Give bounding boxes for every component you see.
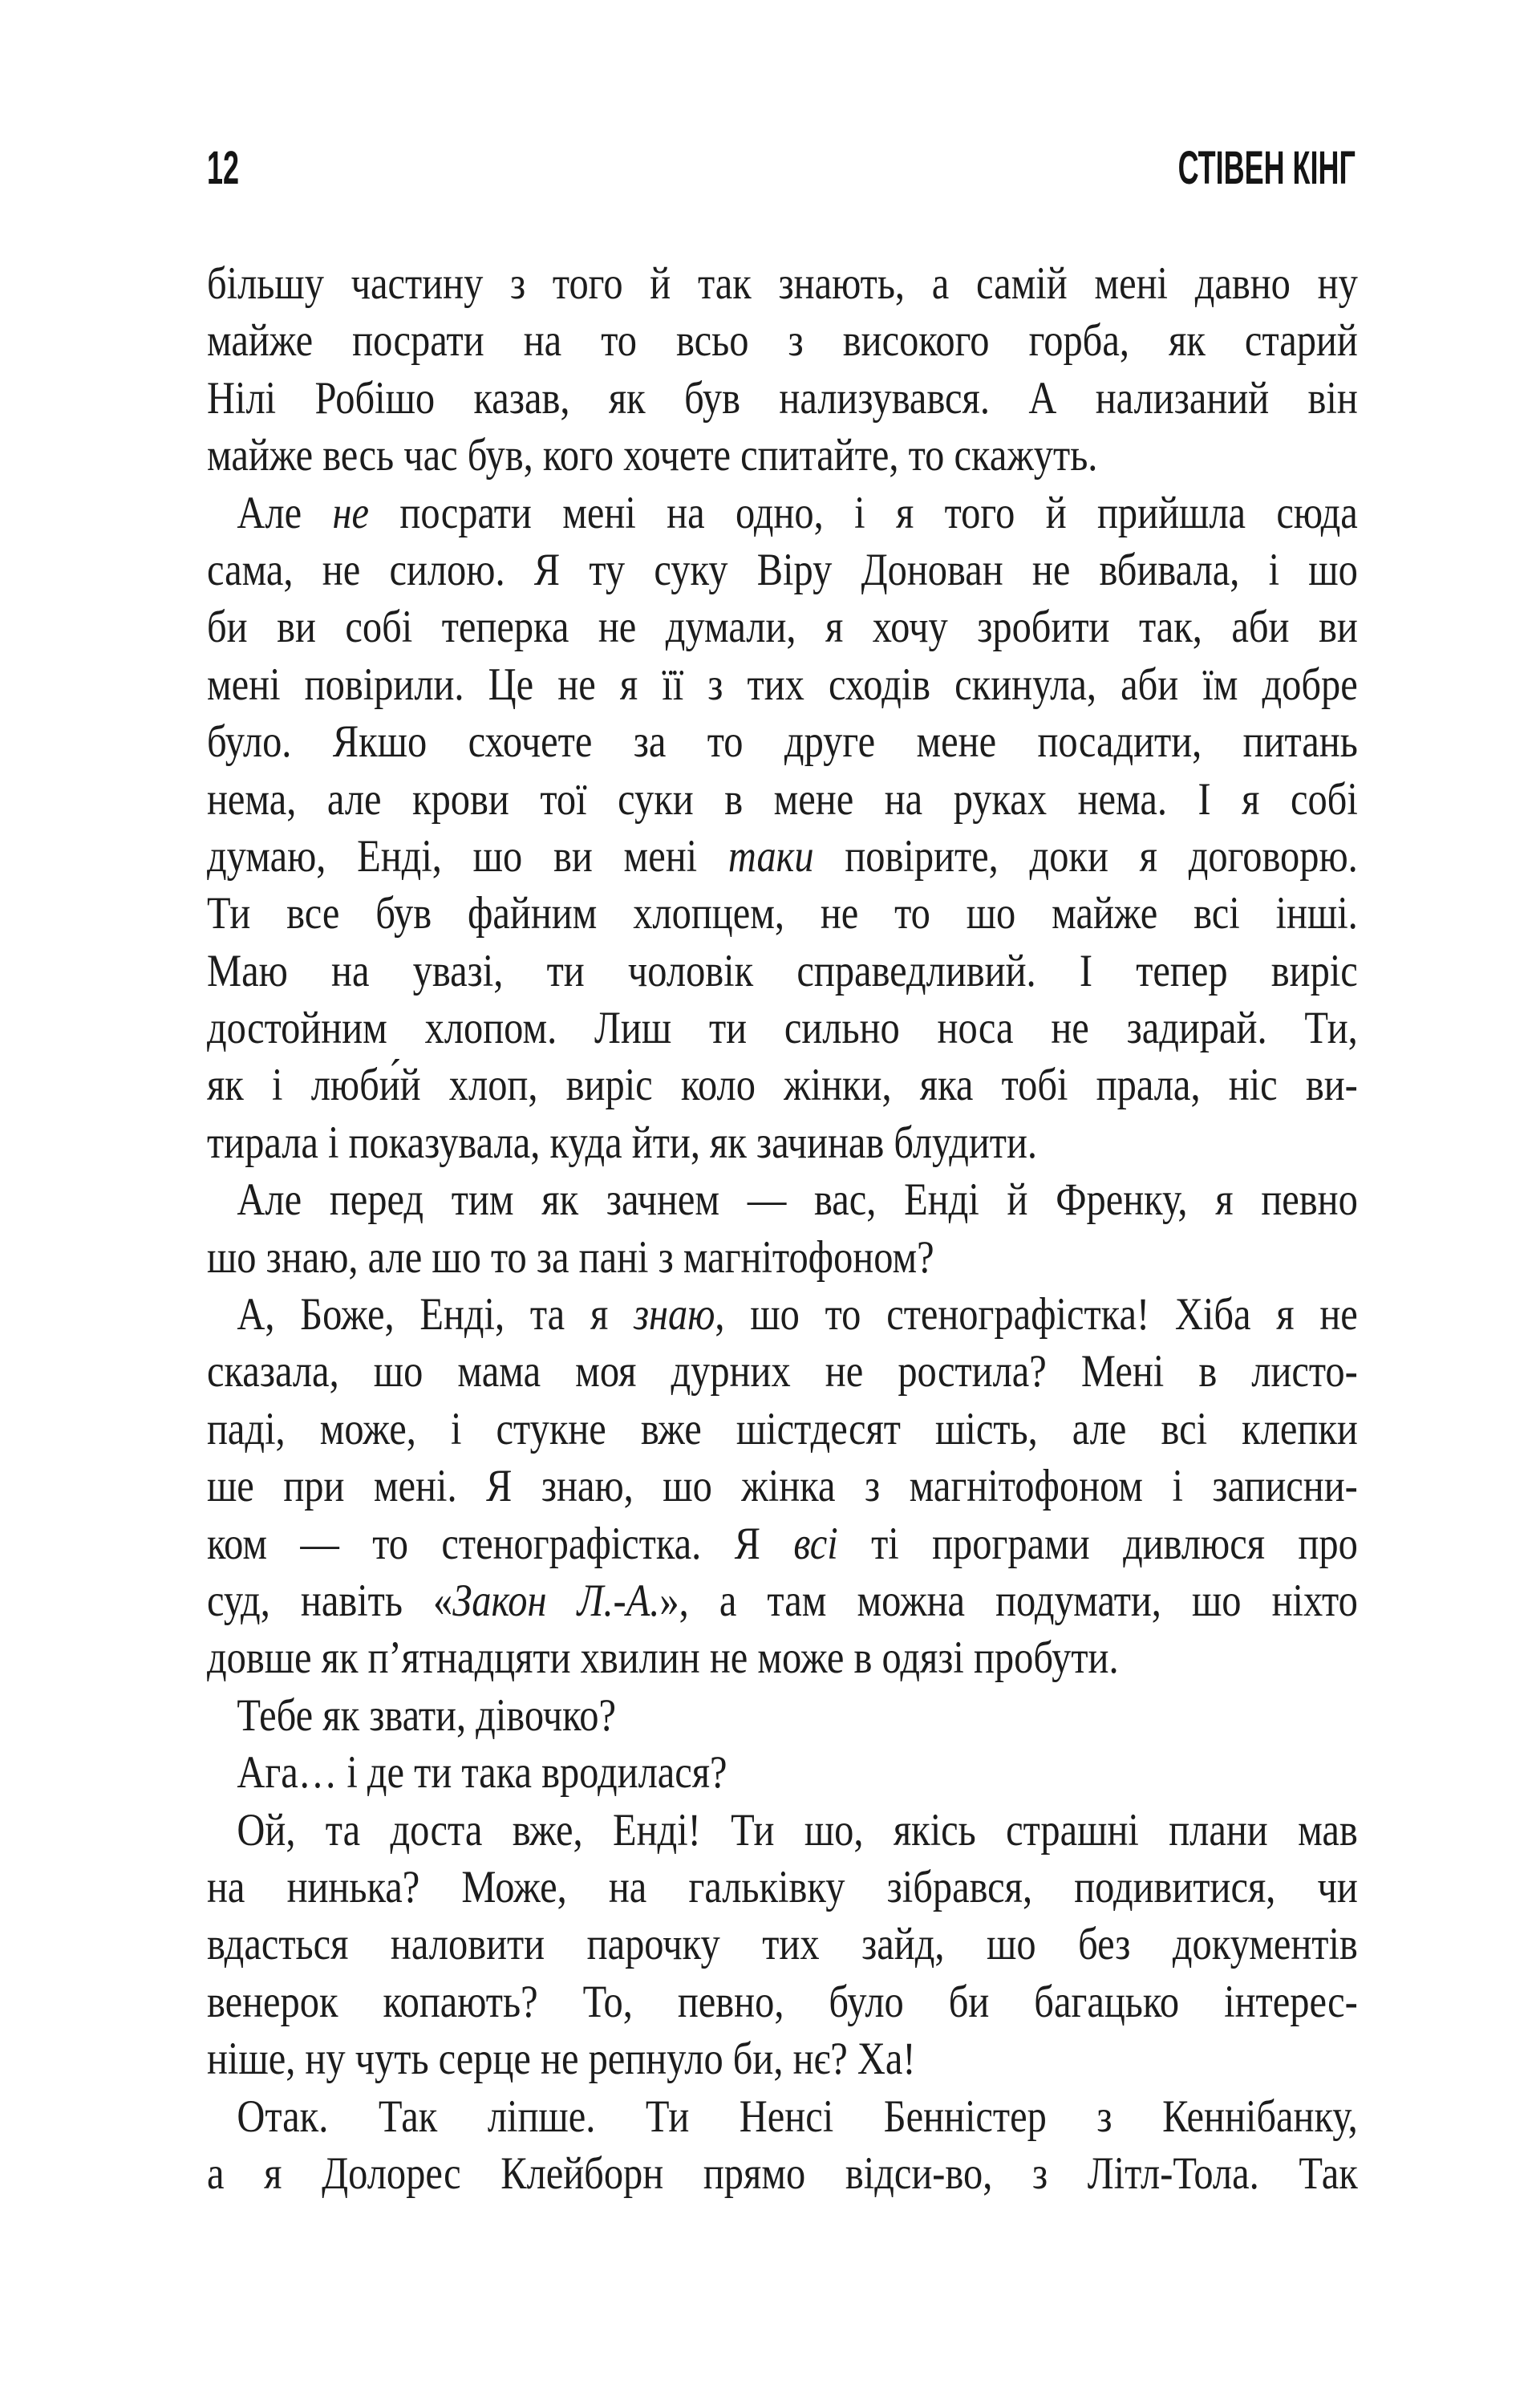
text-segment: посрати мені на одно, і я того й прийшла сюда [369, 487, 1358, 538]
text-line [207, 656, 1358, 713]
text-segment: як і люби́й хлоп, виріс коло жінки, яка тобі прала, ніс ви- [207, 1060, 1358, 1111]
text-line [207, 2088, 1358, 2145]
text-segment: Ага… і де ти така вродилася? [237, 1747, 727, 1799]
text-segment: тирала і показувала, куда йти, як зачинав блудити. [207, 1117, 1038, 1168]
text-segment: », а там можна подумати, шо ніхто [659, 1575, 1358, 1626]
text-segment: ком — то стенографістка. Я [207, 1518, 794, 1569]
text-segment: нема, але крови тої суки в мене на руках нема. І я собі [207, 773, 1358, 825]
text-line [207, 1859, 1358, 1916]
text-segment: Ой, та доста вже, Енді! Ти шо, якісь страшні плани мав [237, 1804, 1358, 1855]
text-line [207, 598, 1358, 655]
paragraph [207, 1286, 1358, 1687]
text-line [207, 1973, 1358, 2030]
text-segment: паді, може, і стукне вже шістдесят шість, але всі клепки [207, 1403, 1358, 1454]
italic-text: всі [793, 1518, 838, 1569]
paragraph [207, 485, 1358, 1172]
text-segment: більшу частину з того й так знають, а самій мені давно ну [207, 258, 1358, 309]
text-line [207, 1229, 1358, 1286]
italic-text: не [332, 487, 370, 538]
text-segment: на нинька? Може, на гальківку зібрався, подивитися, чи [207, 1861, 1358, 1912]
paragraph [207, 2088, 1358, 2203]
text-line [207, 370, 1358, 427]
text-line [207, 541, 1358, 598]
text-line [207, 1286, 1358, 1343]
text-segment: , шо то стенографістка! Хіба я не [715, 1289, 1358, 1340]
italic-text: Закон Л.-А. [452, 1575, 660, 1626]
text-line [207, 1515, 1358, 1572]
running-header-author: СТІВЕН КІНГ [1177, 142, 1356, 194]
text-segment: ше при мені. Я знаю, шо жінка з магнітофоном і записни- [207, 1461, 1358, 1512]
text-segment: а я Долорес Клейборн прямо відси-во, з Літл-Тола. Так [207, 2147, 1358, 2199]
text-segment: А, Боже, Енді, та я [237, 1289, 634, 1340]
text-line [207, 1114, 1358, 1171]
text-line [207, 255, 1358, 312]
text-segment: Ти все був файним хлопцем, не то шо майже всі інші. [207, 888, 1358, 939]
text-segment: Маю на увазі, ти чоловік справедливий. І тепер виріс [207, 945, 1358, 996]
paragraph [207, 1802, 1358, 2088]
paragraph [207, 1687, 1358, 1744]
text-line [207, 1572, 1358, 1629]
text-line [207, 1000, 1358, 1056]
text-line [207, 1056, 1358, 1113]
text-segment: ті програми дивлюся про [837, 1518, 1358, 1569]
text-segment: вдасться наловити парочку тих зайд, шо без документів [207, 1919, 1358, 1970]
text-segment: було. Якшо схочете за то друге мене посадити, питань [207, 716, 1358, 768]
text-line [207, 2145, 1358, 2202]
text-line [207, 312, 1358, 369]
text-segment: Тебе як звати, дівочко? [237, 1689, 616, 1741]
text-line [207, 713, 1358, 770]
text-line [207, 485, 1358, 541]
text-line [207, 1802, 1358, 1859]
text-line [207, 1401, 1358, 1458]
text-segment: суд, навіть « [207, 1575, 453, 1626]
italic-text: таки [727, 830, 814, 882]
text-segment: Але [237, 487, 333, 538]
text-line [207, 771, 1358, 828]
text-line [207, 1171, 1358, 1228]
paragraph [207, 1744, 1358, 1801]
text-line [207, 885, 1358, 942]
text-line [207, 1458, 1358, 1515]
text-segment: сама, не силою. Я ту суку Віру Донован не вбивала, і шо [207, 544, 1358, 595]
text-segment: думаю, Енді, шо ви мені [207, 830, 728, 882]
text-segment: шо знаю, але шо то за пані з магнітофоном? [207, 1231, 934, 1283]
text-segment: довше як п’ятнадцяти хвилин не може в одязі пробути. [207, 1632, 1119, 1684]
page-number: 12 [207, 142, 239, 194]
text-line [207, 943, 1358, 1000]
text-segment: сказала, шо мама моя дурних не ростила? Мені в листо- [207, 1346, 1358, 1397]
text-segment: достойним хлопом. Лиш ти сильно носа не задирай. Ти, [207, 1003, 1358, 1054]
text-line [207, 1629, 1358, 1686]
paragraph [207, 255, 1358, 485]
text-segment: Але перед тим як зачнем — вас, Енді й Френку, я певно [237, 1174, 1358, 1226]
text-line [207, 1343, 1358, 1400]
text-line [207, 1687, 1358, 1744]
text-segment: би ви собі теперка не думали, я хочу зробити так, аби ви [207, 602, 1358, 653]
text-segment: венерок копають? То, певно, було би багацько інтерес- [207, 1976, 1358, 2027]
text-line [207, 2030, 1358, 2087]
text-segment: Отак. Так ліпше. Ти Ненсі Бенністер з Кеннібанку, [237, 2091, 1358, 2142]
text-segment: ніше, ну чуть серце не репнуло би, нє? Ха! [207, 2034, 916, 2085]
paragraph [207, 1171, 1358, 1286]
italic-text: знаю [634, 1289, 715, 1340]
text-line [207, 1916, 1358, 1973]
body-text [207, 255, 1358, 2202]
text-segment: Нілі Робішо казав, як був нализувався. А нализаний він [207, 372, 1358, 424]
text-line [207, 1744, 1358, 1801]
text-segment: мені повірили. Це не я її з тих сходів скинула, аби їм добре [207, 659, 1358, 710]
text-segment: майже посрати на то всьо з високого горба, як старий [207, 315, 1358, 367]
text-segment: повірите, доки я договорю. [813, 830, 1358, 882]
text-segment: майже весь час був, кого хочете спитайте, то скажуть. [207, 430, 1098, 481]
text-line [207, 828, 1358, 885]
text-line [207, 427, 1358, 484]
